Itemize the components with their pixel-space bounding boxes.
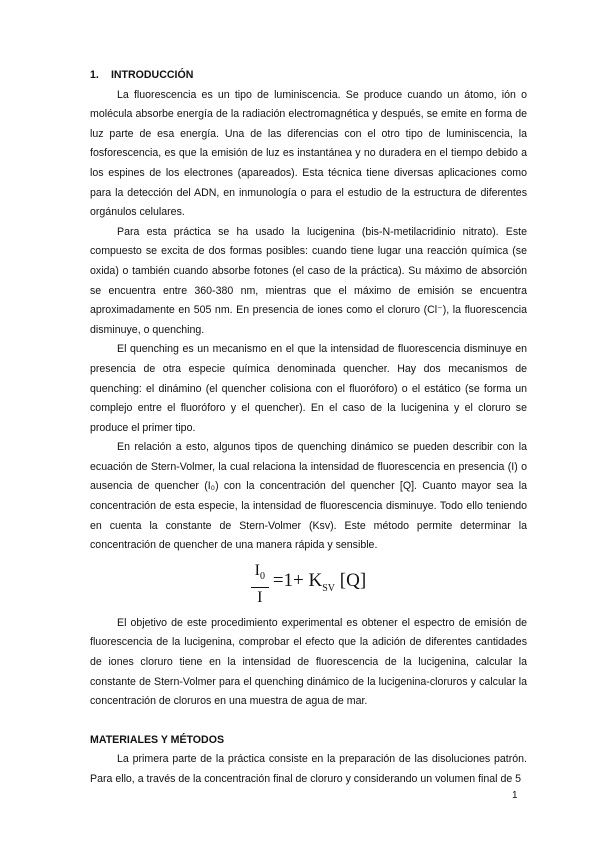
fraction-bar bbox=[251, 587, 269, 588]
paragraph-stern-volmer: En relación a esto, algunos tipos de quenching dinámico se pueden describir con la ecuación de Stern-Volmer, la cual relaciona la intensidad de fluorescencia en presencia (I) o ausencia de quencher (I₀) con la concentración del quencher [Q]. Cuanto mayor sea la concentración de esta especie, la intensidad de fluorescencia disminuye. Todo ello teniendo en cuenta la constante de Stern-Volmer (Ksv). Este método permite determinar la concentración de quencher de una manera rápida y sensible. bbox=[90, 441, 527, 552]
paragraph-quenching: El quenching es un mecanismo en el que la intensidad de fluorescencia disminuye en presencia de otra especie química denominada quencher. Hay dos mecanismos de quenching: el dinámino (el quencher colisiona con el fluoróforo) o el estático (se forma un complejo entre el fluoróforo y el quencher). En el caso de la lucigenina y el cloruro se produce el primer tipo. bbox=[90, 343, 527, 434]
section-heading-introduccion bbox=[90, 66, 527, 86]
equation-rhs: $=1+ K_{SV}$ [Q] bbox=[272, 570, 367, 594]
paragraph-objetivo: El objetivo de este procedimiento experimental es obtener el espectro de emisión de fluorescencia de la lucigenina, comprobar el efecto que la adición de diferentes cantidades de iones cloruro tiene en la intensidad de fluorescencia de la lucigenina, calcular la constante de Stern-Volmer para el quenching dinámico de la lucigenina-cloruros y calcular la concentración de cloruros en una muestra de agua de mar. bbox=[90, 616, 527, 708]
section-heading-materiales bbox=[90, 731, 527, 751]
section-title: MATERIALES Y MÉTODOS bbox=[90, 733, 225, 746]
equation-fraction bbox=[251, 562, 269, 607]
paragraph-lucigenina: Para esta práctica se ha usado la lucigenina (bis-N-metilacridinio nitrato). Este compuesto se excita de dos formas posibles: cuando tiene lugar una reacción química (se oxida) o también cuando absorbe fotones (el caso de la práctica). Su máximo de absorción se encuentra entre 360-380 nm, mientras que el máximo de emisión se encuentra aproximadamente en 505 nm. En presencia de iones como el cloruro (Cl⁻), la fluorescencia disminuye, o quenching. bbox=[90, 225, 527, 336]
stern-volmer-equation bbox=[90, 556, 527, 614]
section-spacer bbox=[90, 712, 527, 731]
page-number: 1 bbox=[512, 790, 518, 801]
page-content bbox=[90, 66, 527, 790]
section-title: INTRODUCCIÓN bbox=[110, 69, 194, 81]
paragraph-disoluciones: La primera parte de la práctica consiste en la preparación de las disoluciones patrón. Para ello, a través de la concentración final de cloruro y considerando un volumen final de 5 bbox=[90, 753, 527, 785]
equation-numerator: $I_0$ bbox=[254, 562, 265, 583]
paragraph-fluorescencia: La fluorescencia es un tipo de luminiscencia. Se produce cuando un átomo, ión o molécula absorbe energía de la radiación electromagnética y después, se emite en forma de luz parte de esa energía. Una de las diferencias con el otro tipo de luminiscencia, la fosforescencia, es que la emisión de luz es instantánea y no duradera en el tiempo debido a los espines de los electrones (apareados). Esta técnica tiene diversas aplicaciones como para la detección del ADN, en inmunología o para el estudio de la estructura de diferentes orgánulos celulares. bbox=[90, 88, 527, 219]
section-number: 1. bbox=[90, 69, 99, 81]
equation-denominator: I bbox=[257, 589, 263, 607]
